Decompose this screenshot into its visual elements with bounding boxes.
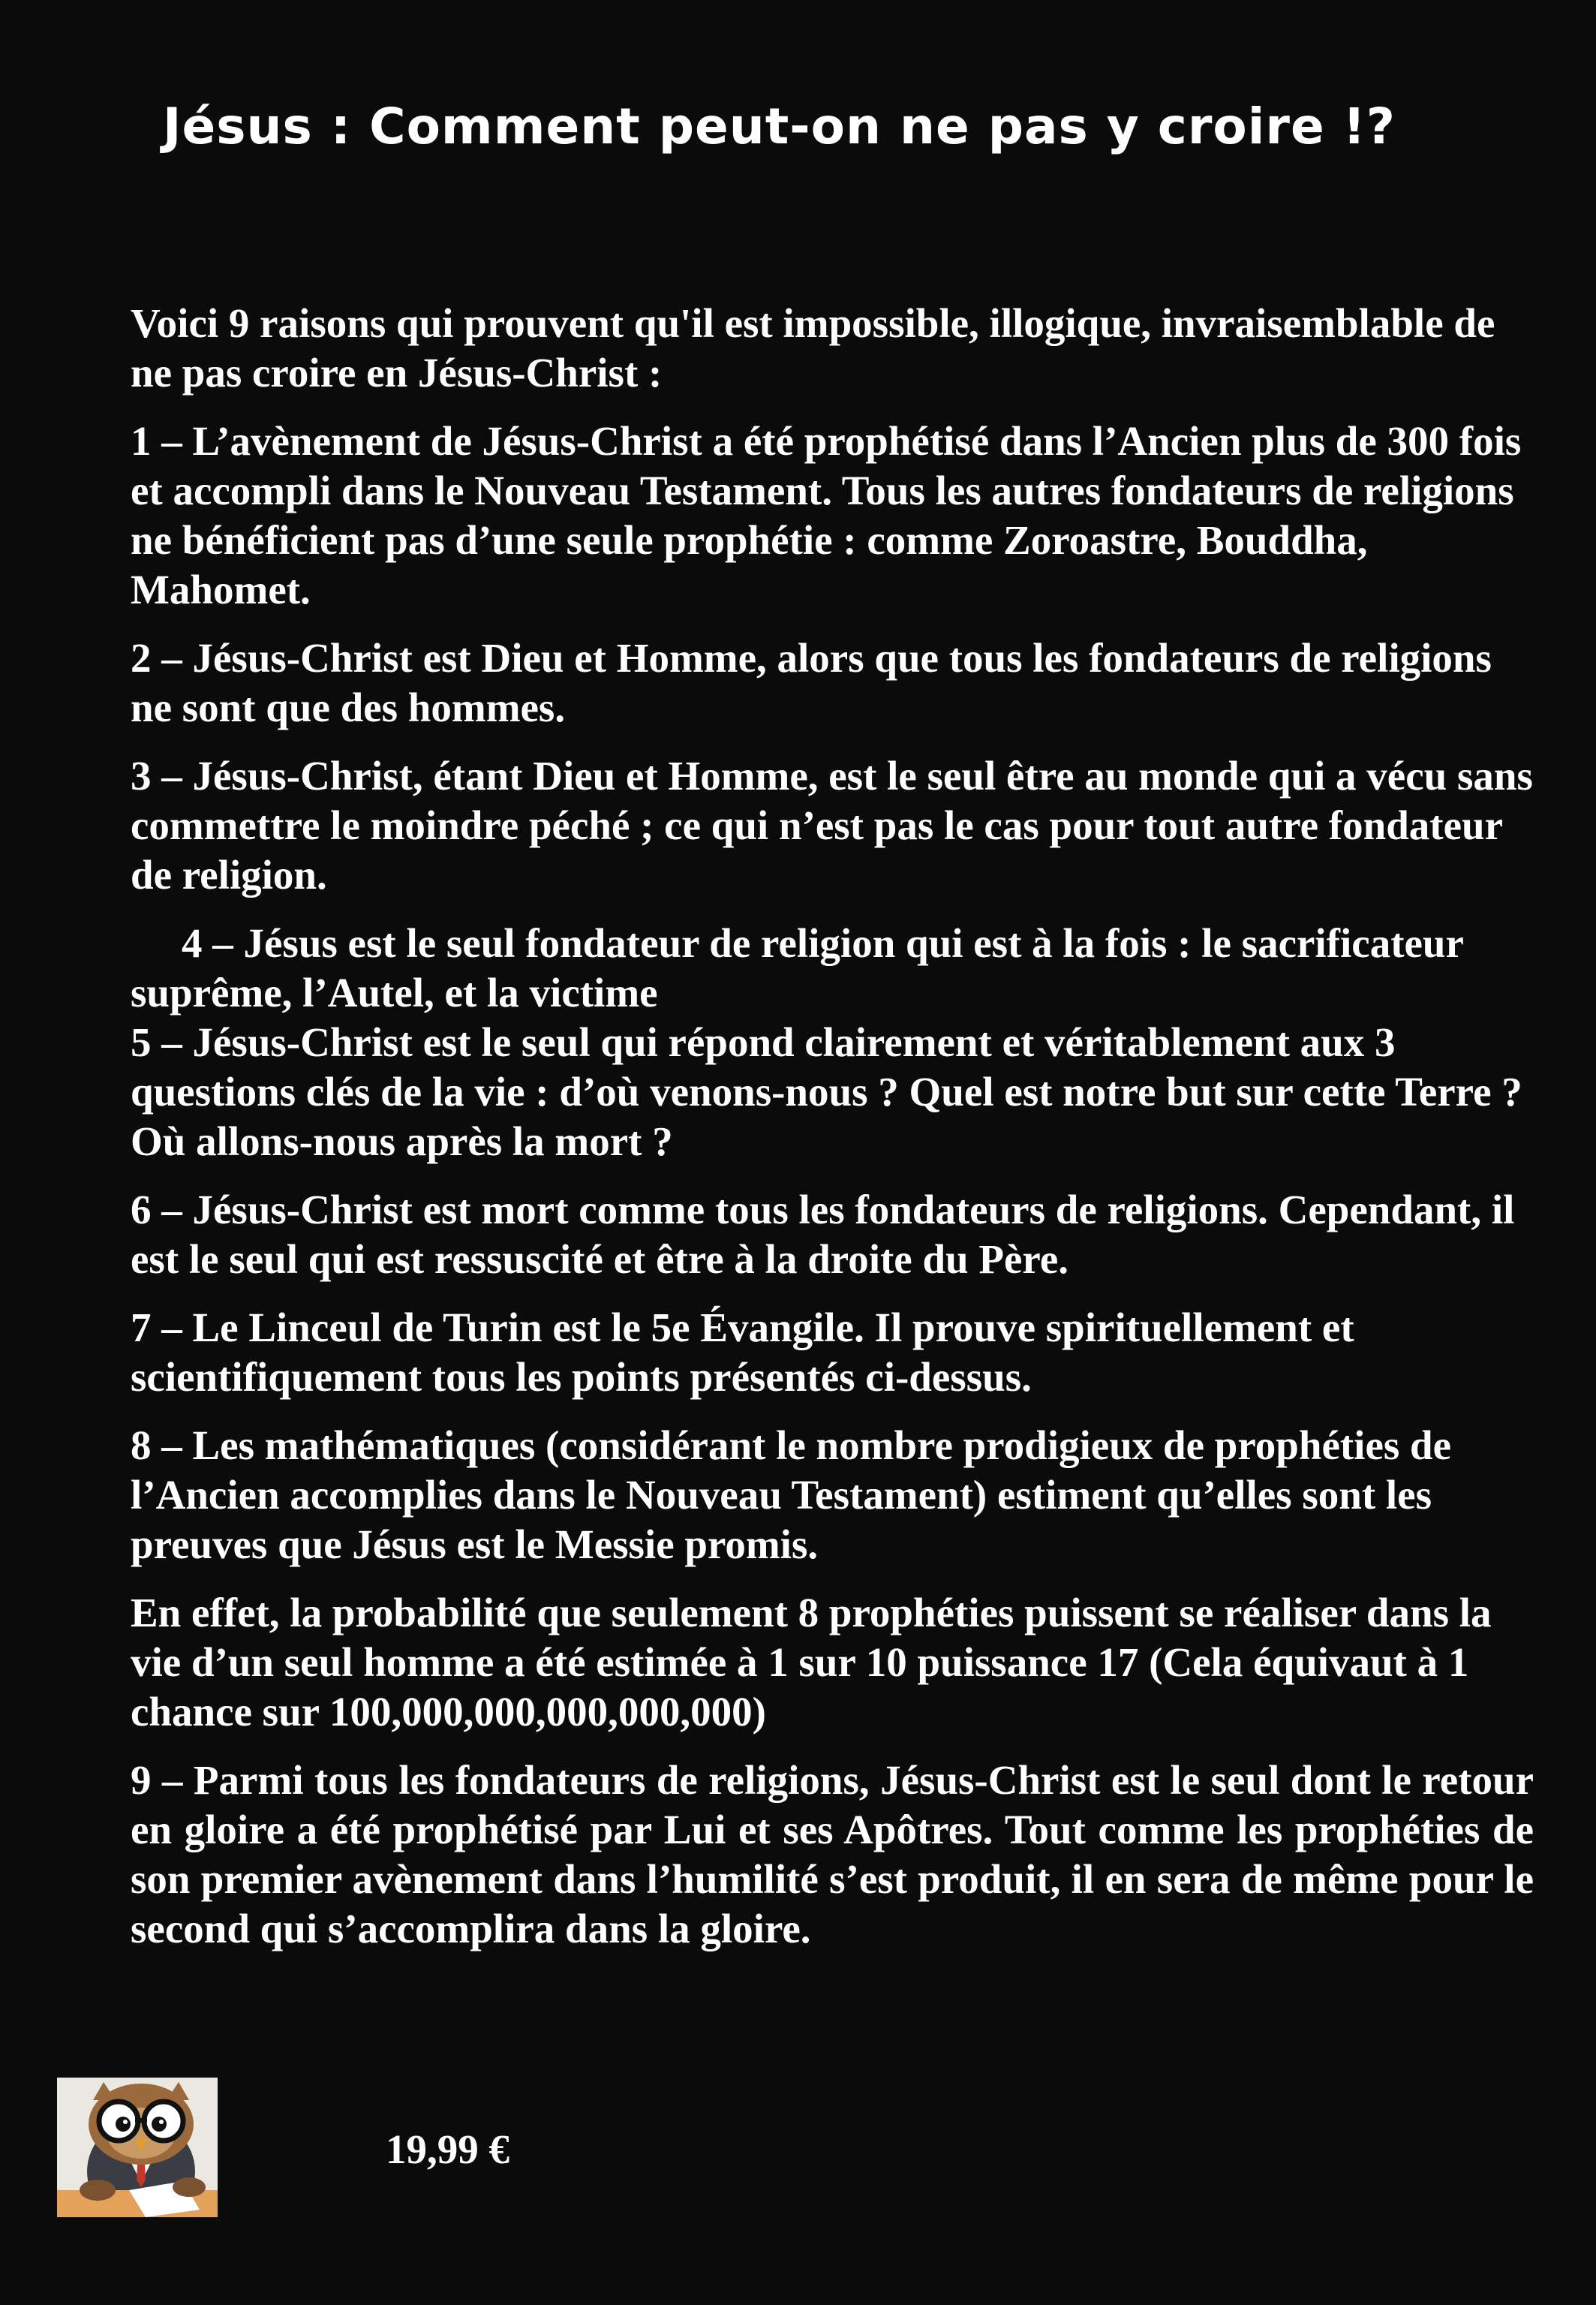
owl-reading-icon: [57, 2078, 218, 2217]
reason-6: 6 – Jésus-Christ est mort comme tous les fondateurs de religions. Cependant, il est le seul qui est ressuscité et être à la droite du Père.: [131, 1187, 1515, 1282]
reason-1: 1 – L’avènement de Jésus-Christ a été prophétisé dans l’Ancien plus de 300 fois et accompli dans le Nouveau Testament. Tous les autres fondateurs de religions ne bénéficient pas d’une seule prophétie : comme Zoroastre, Bouddha, Mahomet.: [131, 418, 1522, 612]
reason-3: 3 – Jésus-Christ, étant Dieu et Homme, est le seul être au monde qui a vécu sans commettre le moindre péché ; ce qui n’est pas le cas pour tout autre fondateur de religion.: [131, 753, 1533, 898]
reason-8: 8 – Les mathématiques (considérant le nombre prodigieux de prophéties de l’Ancien accomplies dans le Nouveau Testament) estiment qu’elles sont les preuves que Jésus est le Messie promis.: [131, 1422, 1452, 1567]
cover-title: Jésus : Comment peut-on ne pas y croire !?: [162, 98, 1396, 155]
reason-7: 7 – Le Linceul de Turin est le 5e Évangile. Il prouve spirituellement et scientifiquement tous les points présentés ci-dessus.: [131, 1304, 1354, 1400]
reason-4: 4 – Jésus est le seul fondateur de religion qui est à la fois : le sacrificateur suprême, l’Autel, et la victime: [131, 920, 1463, 1016]
body-text: [131, 299, 1534, 1972]
intro-paragraph: Voici 9 raisons qui prouvent qu'il est impossible, illogique, invraisemblable de ne pas croire en Jésus-Christ :: [131, 300, 1495, 396]
reason-2: 2 – Jésus-Christ est Dieu et Homme, alors que tous les fondateurs de religions ne sont que des hommes.: [131, 635, 1492, 730]
probability-note: En effet, la probabilité que seulement 8 prophéties puissent se réaliser dans la vie d’un seul homme a été estimée à 1 sur 10 puissance 17 (Cela équivaut à 1 chance sur 100,000,000,000,000,000): [131, 1590, 1492, 1735]
reason-9: 9 – Parmi tous les fondateurs de religions, Jésus-Christ est le seul dont le retour en gloire a été prophétisé par Lui et ses Apôtres. Tout comme les prophéties de son premier avènement dans l’humilité s’est produit, il en sera de même pour le second qui s’accomplira dans la gloire.: [131, 1757, 1534, 1951]
reason-5: 5 – Jésus-Christ est le seul qui répond clairement et véritablement aux 3 questions clés de la vie : d’où venons-nous ? Quel est notre but sur cette Terre ? Où allons-nous après la mort ?: [131, 1019, 1522, 1164]
price-label: 19,99 €: [386, 2126, 509, 2172]
